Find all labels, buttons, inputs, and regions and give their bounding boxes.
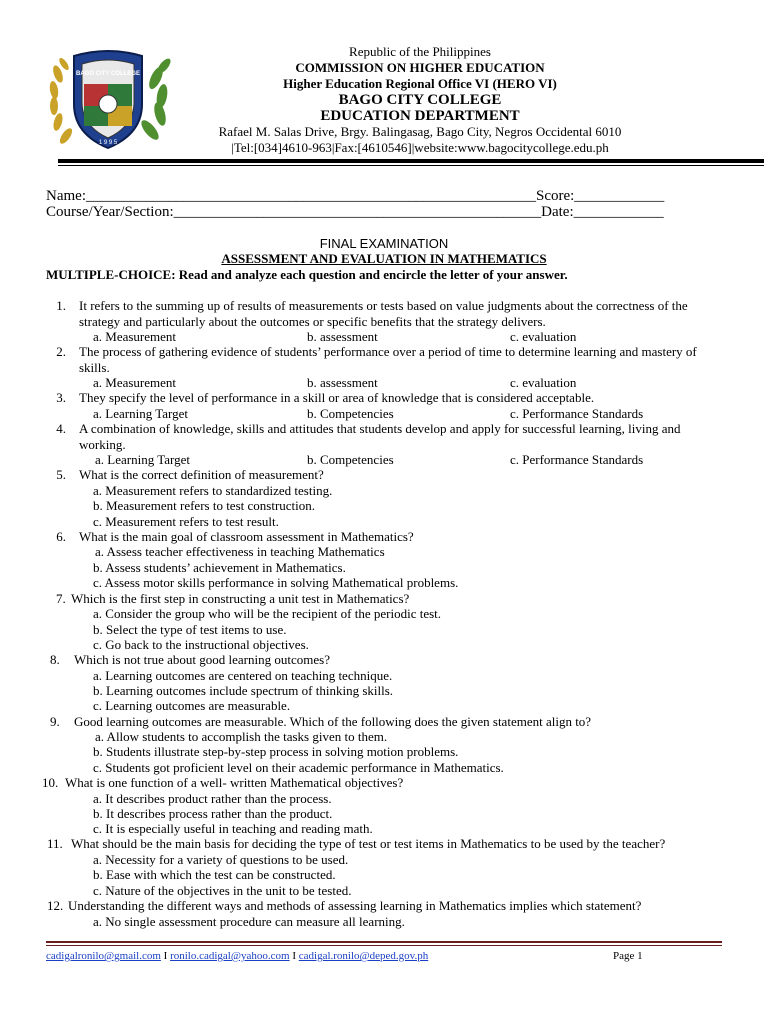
option-b[interactable]: b. Competencies [307, 406, 394, 421]
page-number: Page 1 [613, 950, 643, 962]
option-a[interactable]: a. Necessity for a variety of questions to be used. [93, 852, 349, 867]
question-number: 4. [56, 421, 66, 436]
header-department: EDUCATION DEPARTMENT [320, 108, 520, 124]
question-text: What is one function of a well- written Mathematical objectives? [65, 775, 404, 790]
option-a[interactable]: a. Measurement [93, 375, 177, 390]
question-text: They specify the level of performance in a skill or area of knowledge that is considered acceptable. [79, 390, 595, 405]
option-a[interactable]: a. Allow students to accomplish the tasks given to them. [95, 729, 388, 744]
email-link-deped[interactable]: cadigal.ronilo@deped.gov.ph [298, 950, 429, 962]
name-score-line[interactable]: Name:____________________________________________________________Score:____________ [46, 188, 665, 204]
option-a[interactable]: a. Consider the group who will be the recipient of the periodic test. [93, 606, 442, 621]
question-number: 11. [47, 836, 63, 851]
question-number: 7. [56, 591, 66, 606]
header-divider [58, 159, 764, 163]
header-republic: Republic of the Philippines [349, 44, 491, 59]
header-contact: |Tel:[034]4610-963|Fax:[4610546]|website:www.bagocitycollege.edu.ph [231, 140, 609, 155]
exam-instructions: MULTIPLE-CHOICE: Read and analyze each question and encircle the letter of your answer. [46, 267, 568, 282]
question-text: What should be the main basis for deciding the type of test or test items in Mathematics to be used by the teacher? [71, 836, 666, 851]
option-a[interactable]: a. No single assessment procedure can measure all learning. [93, 914, 405, 929]
option-a[interactable]: a. Measurement [93, 329, 177, 344]
logo-text: BAGO CITY COLLEGE [76, 71, 140, 77]
question-number: 5. [56, 467, 66, 482]
option-a[interactable]: a. Assess teacher effectiveness in teaching Mathematics [95, 544, 385, 559]
question-number: 12. [47, 898, 64, 913]
footer-divider [46, 941, 722, 943]
question-number: 1. [56, 298, 66, 313]
header-commission: COMMISSION ON HIGHER EDUCATION [295, 60, 545, 75]
option-c[interactable]: c. evaluation [510, 375, 577, 390]
footer-separator: I [160, 950, 171, 962]
question-number: 3. [56, 390, 66, 405]
option-c[interactable]: c. Go back to the instructional objectives. [93, 637, 309, 652]
question-text: Good learning outcomes are measurable. Which of the following does the given statement align to? [74, 714, 592, 729]
letterhead [160, 44, 680, 156]
option-c[interactable]: c. Measurement refers to test result. [93, 514, 279, 529]
option-a[interactable]: a. It describes product rather than the process. [93, 791, 332, 806]
header-college: BAGO CITY COLLEGE [338, 92, 502, 108]
option-c[interactable]: c. Performance Standards [510, 406, 644, 421]
footer-divider-thin [46, 945, 722, 946]
option-b[interactable]: b. It describes process rather than the product. [93, 806, 333, 821]
email-link-yahoo[interactable]: ronilo.cadigal@yahoo.com [170, 950, 290, 962]
question-text: Understanding the different ways and methods of assessing learning in Mathematics implies which statement? [68, 898, 642, 913]
question-text: The process of gathering evidence of students’ performance over a period of time to determine learning and mastery of skills. [79, 344, 697, 375]
option-a[interactable]: a. Learning Target [93, 406, 188, 421]
exam-title: FINAL EXAMINATION [319, 236, 449, 251]
option-b[interactable]: b. Students illustrate step-by-step process in solving motion problems. [93, 744, 459, 759]
logo-year: 1 9 9 5 [98, 140, 118, 146]
header-divider-thin [58, 165, 764, 166]
exam-subject: ASSESSMENT AND EVALUATION IN MATHEMATICS [221, 251, 547, 266]
question-text: Which is not true about good learning outcomes? [74, 652, 330, 667]
footer-contacts [46, 950, 428, 962]
option-c[interactable]: c. Performance Standards [510, 452, 644, 467]
option-a[interactable]: a. Learning outcomes are centered on teaching technique. [93, 668, 393, 683]
question-number: 8. [50, 652, 60, 667]
question-text: It refers to the summing up of results of measurements or tests based on value judgments about the correctness of the strategy and particularly about the outcomes or specific benefits that the strategy delivers. [79, 298, 688, 329]
option-c[interactable]: c. Nature of the objectives in the unit to be tested. [93, 883, 352, 898]
question-number: 2. [56, 344, 66, 359]
option-c[interactable]: c. Assess motor skills performance in solving Mathematical problems. [93, 575, 459, 590]
email-link-gmail[interactable]: cadigalronilo@gmail.com [46, 950, 161, 962]
option-a[interactable]: a. Learning Target [95, 452, 190, 467]
option-b[interactable]: b. Ease with which the test can be constructed. [93, 867, 336, 882]
header-address: Rafael M. Salas Drive, Brgy. Balingasag, Bago City, Negros Occidental 6010 [218, 124, 622, 139]
college-logo [44, 44, 172, 154]
question-number: 6. [56, 529, 66, 544]
course-date-line[interactable]: Course/Year/Section:_________________________________________________Date:____________ [46, 204, 664, 220]
option-b[interactable]: b. Select the type of test items to use. [93, 622, 287, 637]
footer-separator: I [289, 950, 299, 962]
header-regional-office: Higher Education Regional Office VI (HERO VI) [283, 76, 557, 91]
question-text: A combination of knowledge, skills and attitudes that students develop and apply for successful learning, living and working. [79, 421, 681, 452]
option-a[interactable]: a. Measurement refers to standardized testing. [93, 483, 333, 498]
option-b[interactable]: b. Measurement refers to test construction. [93, 498, 316, 513]
question-text: What is the main goal of classroom assessment in Mathematics? [79, 529, 414, 544]
option-c[interactable]: c. It is especially useful in teaching and reading math. [93, 821, 373, 836]
option-b[interactable]: b. assessment [307, 375, 378, 390]
question-text: Which is the first step in constructing a unit test in Mathematics? [71, 591, 410, 606]
option-b[interactable]: b. assessment [307, 329, 378, 344]
option-b[interactable]: b. Assess students’ achievement in Mathematics. [93, 560, 346, 575]
option-c[interactable]: c. Learning outcomes are measurable. [93, 698, 291, 713]
option-b[interactable]: b. Competencies [307, 452, 394, 467]
question-text: What is the correct definition of measurement? [79, 467, 324, 482]
option-c[interactable]: c. Students got proficient level on their academic performance in Mathematics. [93, 760, 504, 775]
wheat-icon [48, 57, 74, 146]
option-b[interactable]: b. Learning outcomes include spectrum of thinking skills. [93, 683, 394, 698]
question-number: 10. [42, 775, 59, 790]
question-number: 9. [50, 714, 60, 729]
option-c[interactable]: c. evaluation [510, 329, 577, 344]
